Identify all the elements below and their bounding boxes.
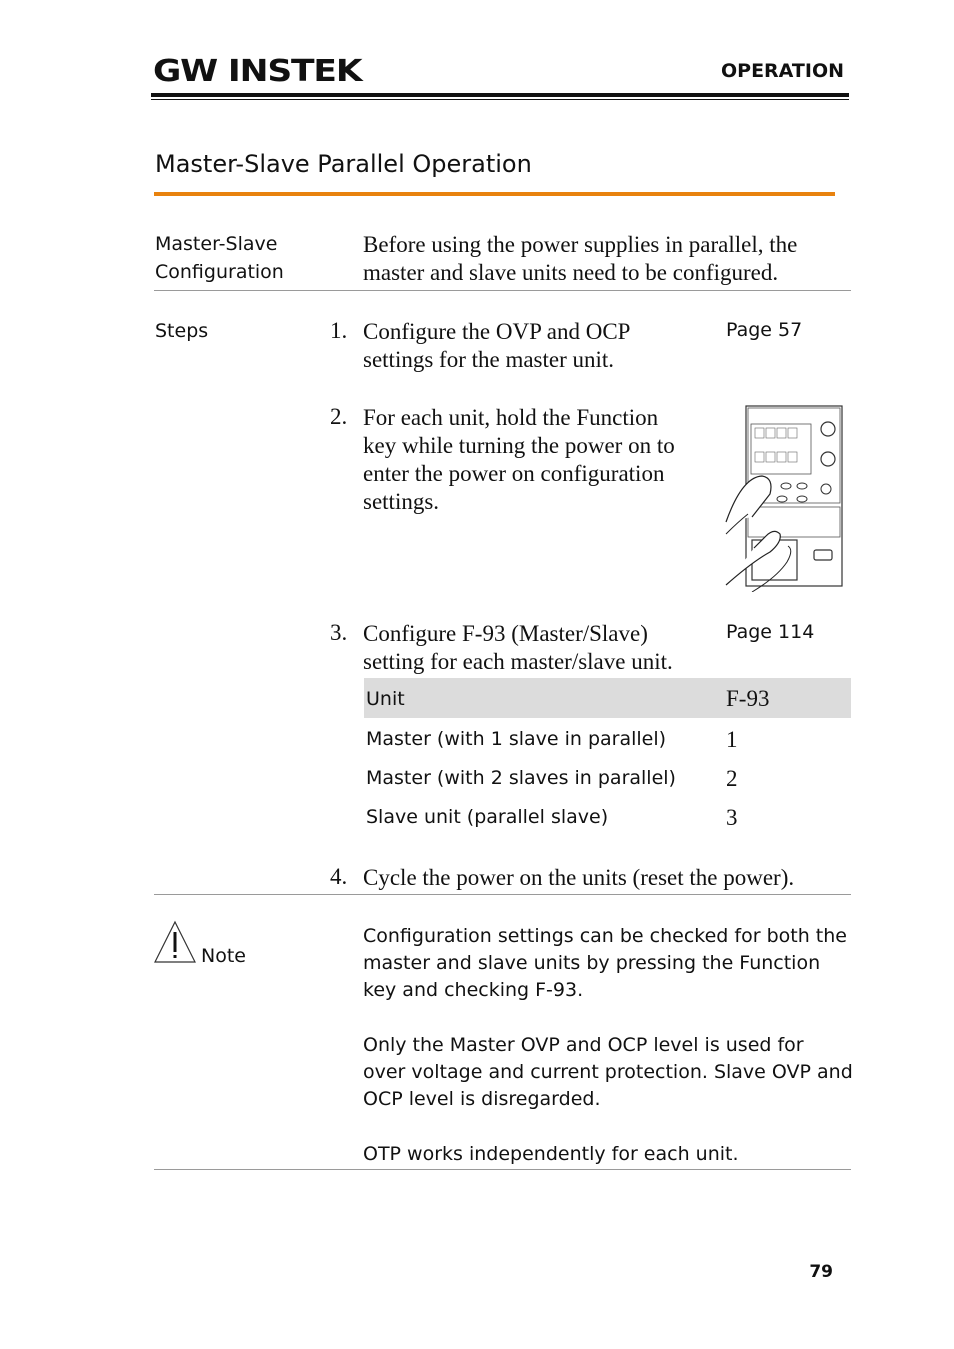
note-paragraph: Only the Master OVP and OCP level is used for over voltage and current protection. Slave OVP and OCP level is disregarded. (363, 1034, 853, 1110)
step-text: Cycle the power on the units (reset the power). (363, 865, 795, 890)
step-number: 2. (330, 404, 348, 429)
step-number: 4. (330, 864, 348, 889)
page-reference: Page 114 (726, 621, 815, 643)
step-text: For each unit, hold the Function key while turning the power on to enter the power on configuration settings. (363, 405, 675, 514)
power-supply-illustration (722, 402, 846, 592)
step-text: Configure the OVP and OCP settings for the master unit. (363, 319, 631, 372)
config-text: Before using the power supplies in parallel, the master and slave units need to be configured. (363, 232, 798, 285)
divider (154, 894, 851, 895)
note-paragraph: OTP works independently for each unit. (363, 1143, 739, 1165)
table-cell: 3 (726, 805, 738, 830)
table-cell: Master (with 2 slaves in parallel) (366, 767, 676, 789)
step-number: 1. (330, 318, 348, 343)
step-text: Configure F-93 (Master/Slave) setting for each master/slave unit. (363, 621, 673, 674)
gw-instek-logo: GW INSTEK (153, 54, 362, 89)
table-header (364, 678, 851, 718)
divider (154, 1169, 851, 1170)
divider (154, 290, 851, 291)
step-number: 3. (330, 620, 348, 645)
table-cell: Slave unit (parallel slave) (366, 806, 609, 828)
header-rule (151, 93, 849, 97)
config-label: Master-Slave Configuration (155, 233, 284, 283)
table-header-f93: F-93 (726, 686, 770, 711)
warning-icon (153, 920, 197, 964)
title-underline (154, 192, 835, 196)
table-cell: 2 (726, 766, 738, 791)
page-reference: Page 57 (726, 319, 803, 341)
note-label: Note (201, 945, 246, 967)
table-header-unit: Unit (366, 688, 405, 710)
note-paragraph: Configuration settings can be checked for both the master and slave units by pressing the Function key and checking F-93. (363, 925, 847, 1001)
table-cell: Master (with 1 slave in parallel) (366, 728, 667, 750)
page-number: 79 (809, 1262, 833, 1282)
table-cell: 1 (726, 727, 738, 752)
header-section-label: OPERATION (721, 60, 844, 82)
header-rule-thin (151, 99, 849, 100)
page-title: Master-Slave Parallel Operation (155, 150, 532, 178)
steps-label: Steps (155, 320, 209, 342)
